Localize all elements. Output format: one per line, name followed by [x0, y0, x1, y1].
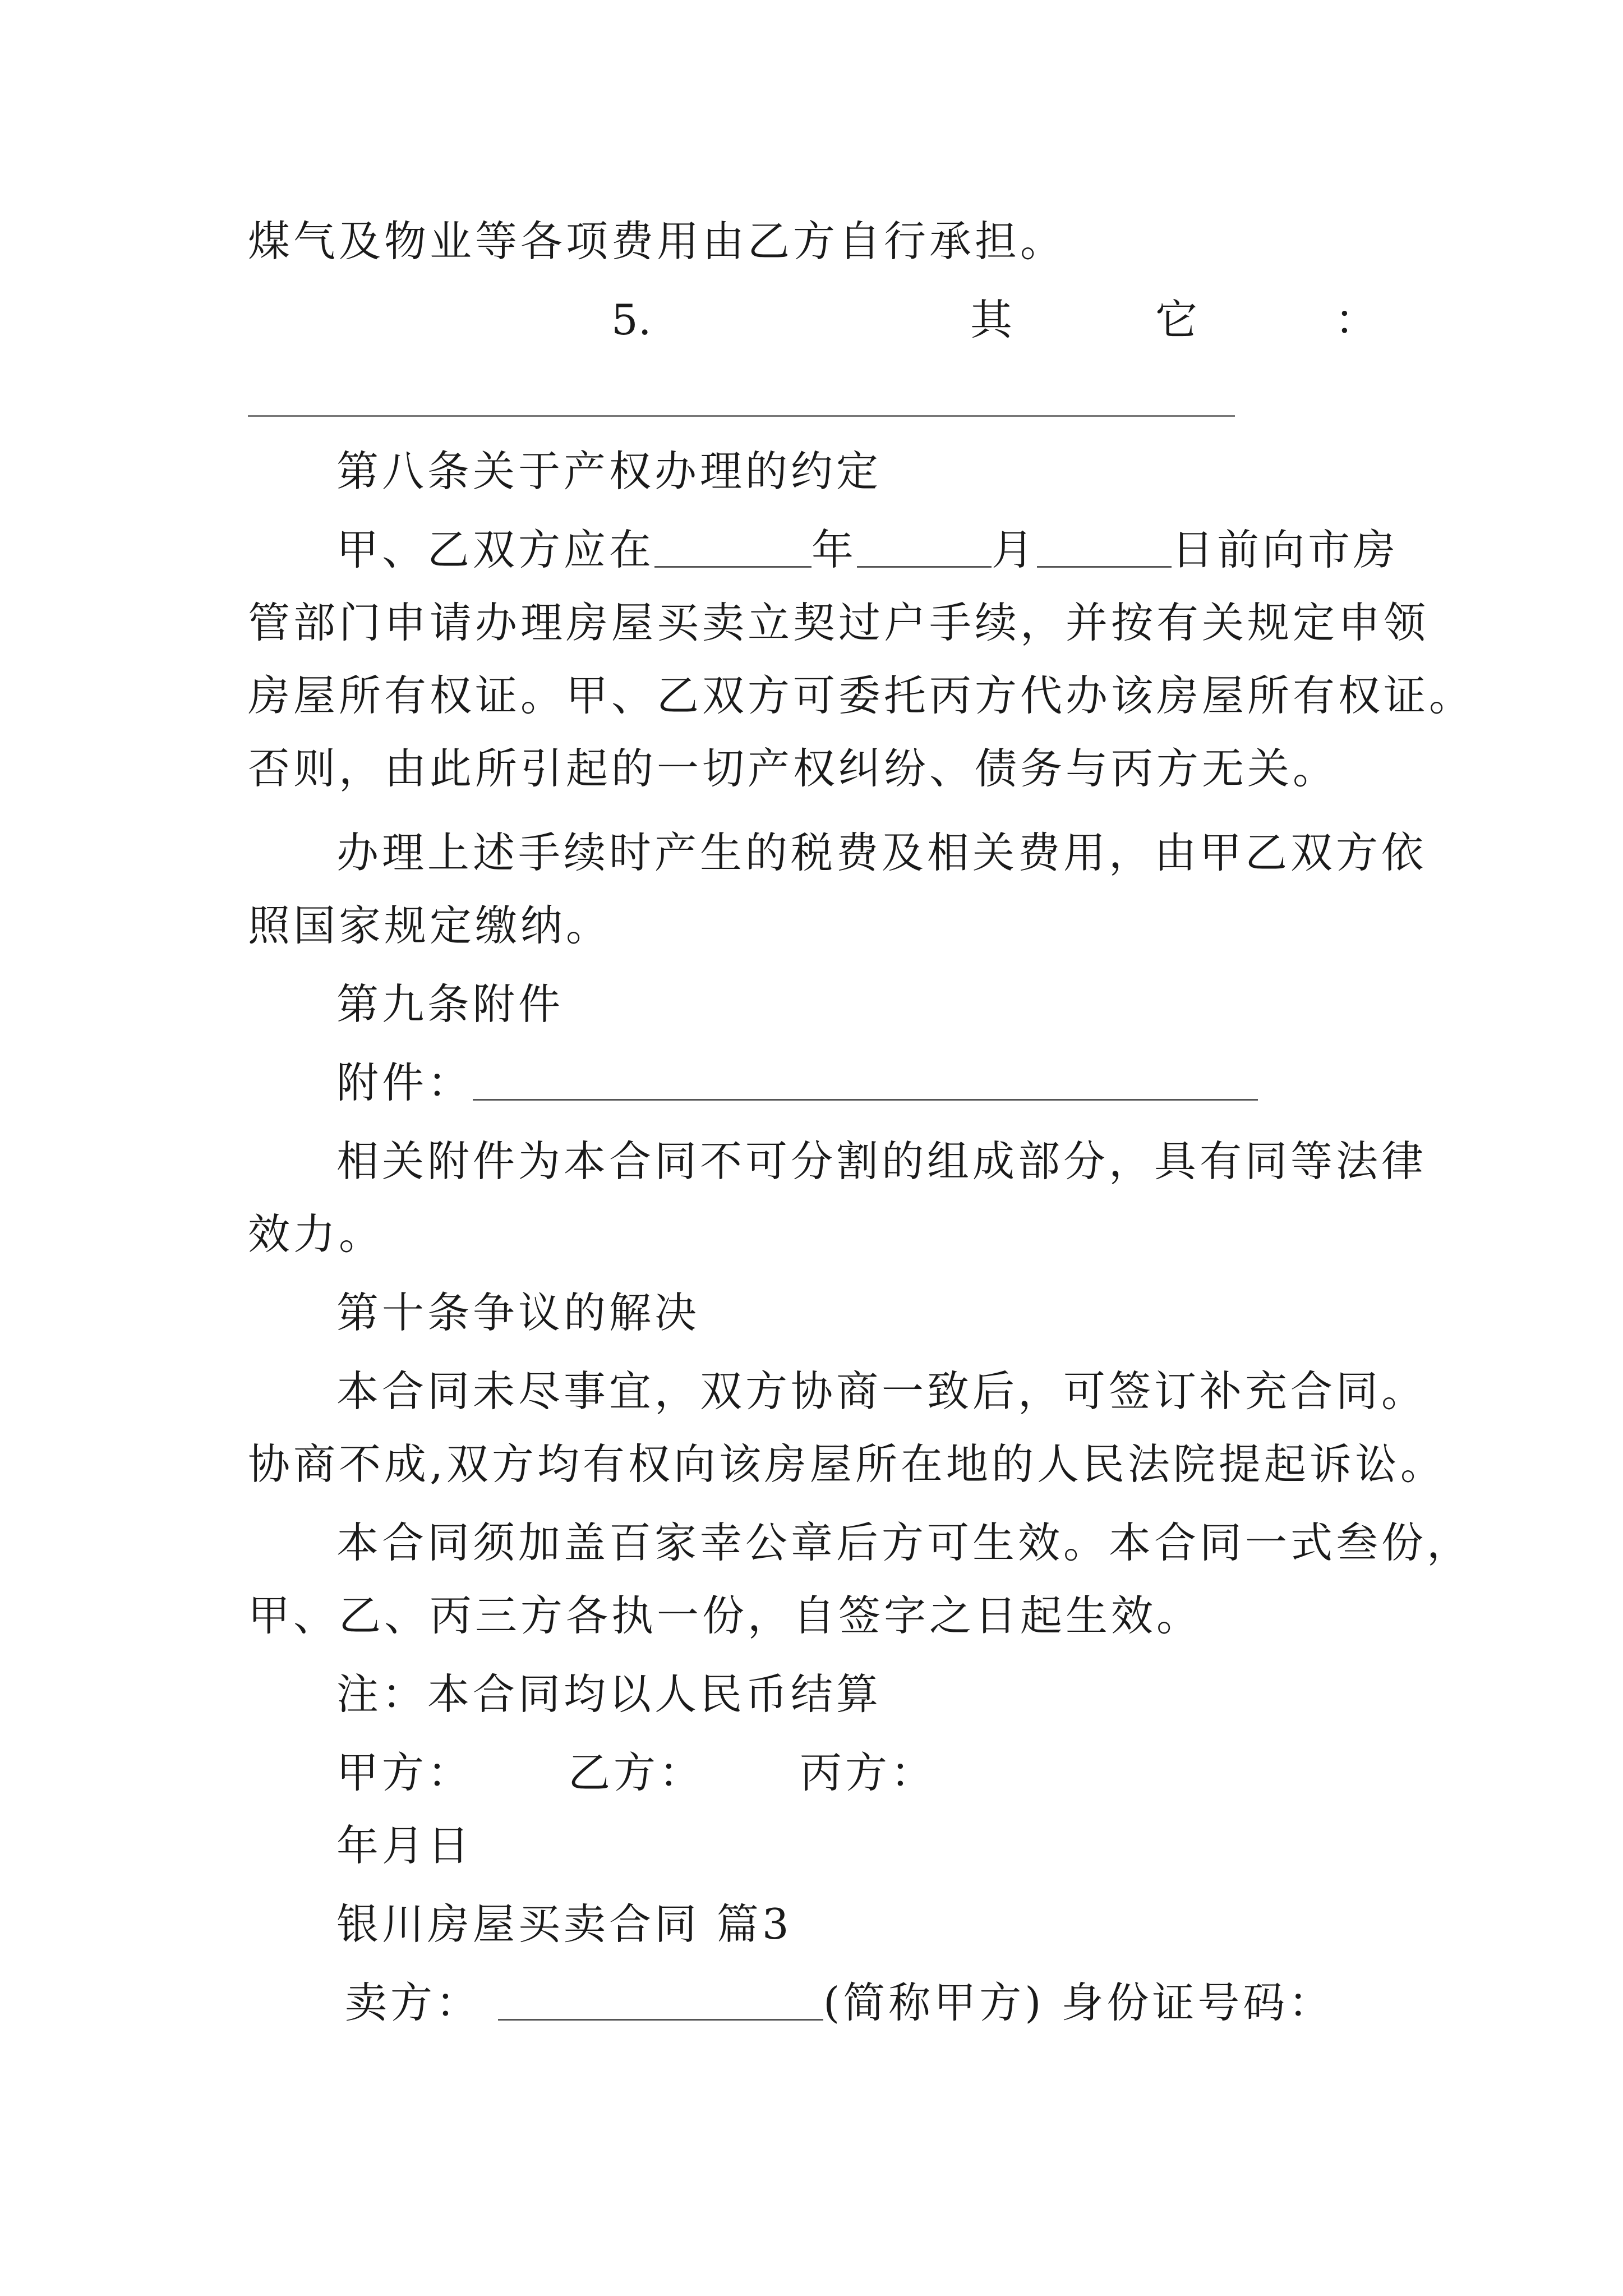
- attachment-line: [336, 1055, 1258, 1111]
- note-line: 注：本合同均以人民币结算: [336, 1669, 882, 1719]
- paragraph-line: [336, 522, 1399, 578]
- party-c-label: 丙方：: [800, 1748, 937, 1797]
- item-number: 5.: [611, 295, 652, 344]
- paragraph-line: 办理上述手续时产生的税费及相关费用，由甲乙双方依: [336, 828, 1427, 877]
- item-label-char: 它: [1155, 295, 1198, 344]
- signature-line: [336, 1745, 936, 1801]
- paragraph-line: 协商不成,双方均有权向该房屋所在地的人民法院提起诉讼。: [248, 1439, 1446, 1489]
- text-segment: 甲、乙双方应在: [336, 525, 655, 574]
- paragraph-line: 否则，由此所引起的一切产权纠纷、债务与丙方无关。: [248, 744, 1339, 793]
- year-blank: [654, 566, 811, 568]
- date-line: 年月日: [336, 1821, 473, 1870]
- paragraph-line: 相关附件为本合同不可分割的组成部分，具有同等法律: [336, 1137, 1427, 1186]
- article-title: 第八条关于产权办理的约定: [336, 447, 882, 496]
- paragraph-line: 煤气及物业等各项费用由乙方自行承担。: [248, 217, 1066, 266]
- section-title: 银川房屋买卖合同 篇3: [336, 1899, 792, 1949]
- attachment-label: 附件：: [336, 1058, 473, 1107]
- seller-name-blank: [498, 2019, 823, 2021]
- month-blank: [857, 566, 992, 568]
- seller-line: [345, 1975, 1334, 2031]
- seller-label: 卖方：: [345, 1978, 482, 2027]
- party-a-label: 甲方：: [336, 1748, 473, 1797]
- paragraph-line: 效力。: [248, 1209, 385, 1259]
- seller-rest: (简称甲方) 身份证号码：: [823, 1978, 1334, 2027]
- paragraph-line: 本合同未尽事宜，双方协商一致后，可签订补充合同。: [336, 1366, 1427, 1416]
- article-title: 第九条附件: [336, 979, 564, 1029]
- paragraph-line: 甲、乙、丙三方各执一份，自签字之日起生效。: [248, 1591, 1202, 1640]
- item-colon: ：: [1335, 295, 1377, 344]
- text-segment: 日前向市房: [1172, 525, 1399, 574]
- fill-in-blank-line: [248, 415, 1235, 417]
- item-label-char: 其: [970, 295, 1013, 344]
- day-blank: [1037, 566, 1172, 568]
- article-title: 第十条争议的解决: [336, 1288, 700, 1337]
- party-b-label: 乙方：: [568, 1748, 705, 1797]
- paragraph-line: 管部门申请办理房屋买卖立契过户手续，并按有关规定申领: [248, 598, 1430, 647]
- attachment-blank: [473, 1099, 1258, 1101]
- text-segment: 年: [811, 525, 857, 574]
- paragraph-line: 房屋所有权证。甲、乙双方可委托丙方代办该房屋所有权证。: [248, 671, 1475, 720]
- text-segment: 月: [992, 525, 1038, 574]
- paragraph-line: 照国家规定缴纳。: [248, 901, 612, 950]
- paragraph-line: 本合同须加盖百家幸公章后方可生效。本合同一式叁份，: [336, 1518, 1473, 1567]
